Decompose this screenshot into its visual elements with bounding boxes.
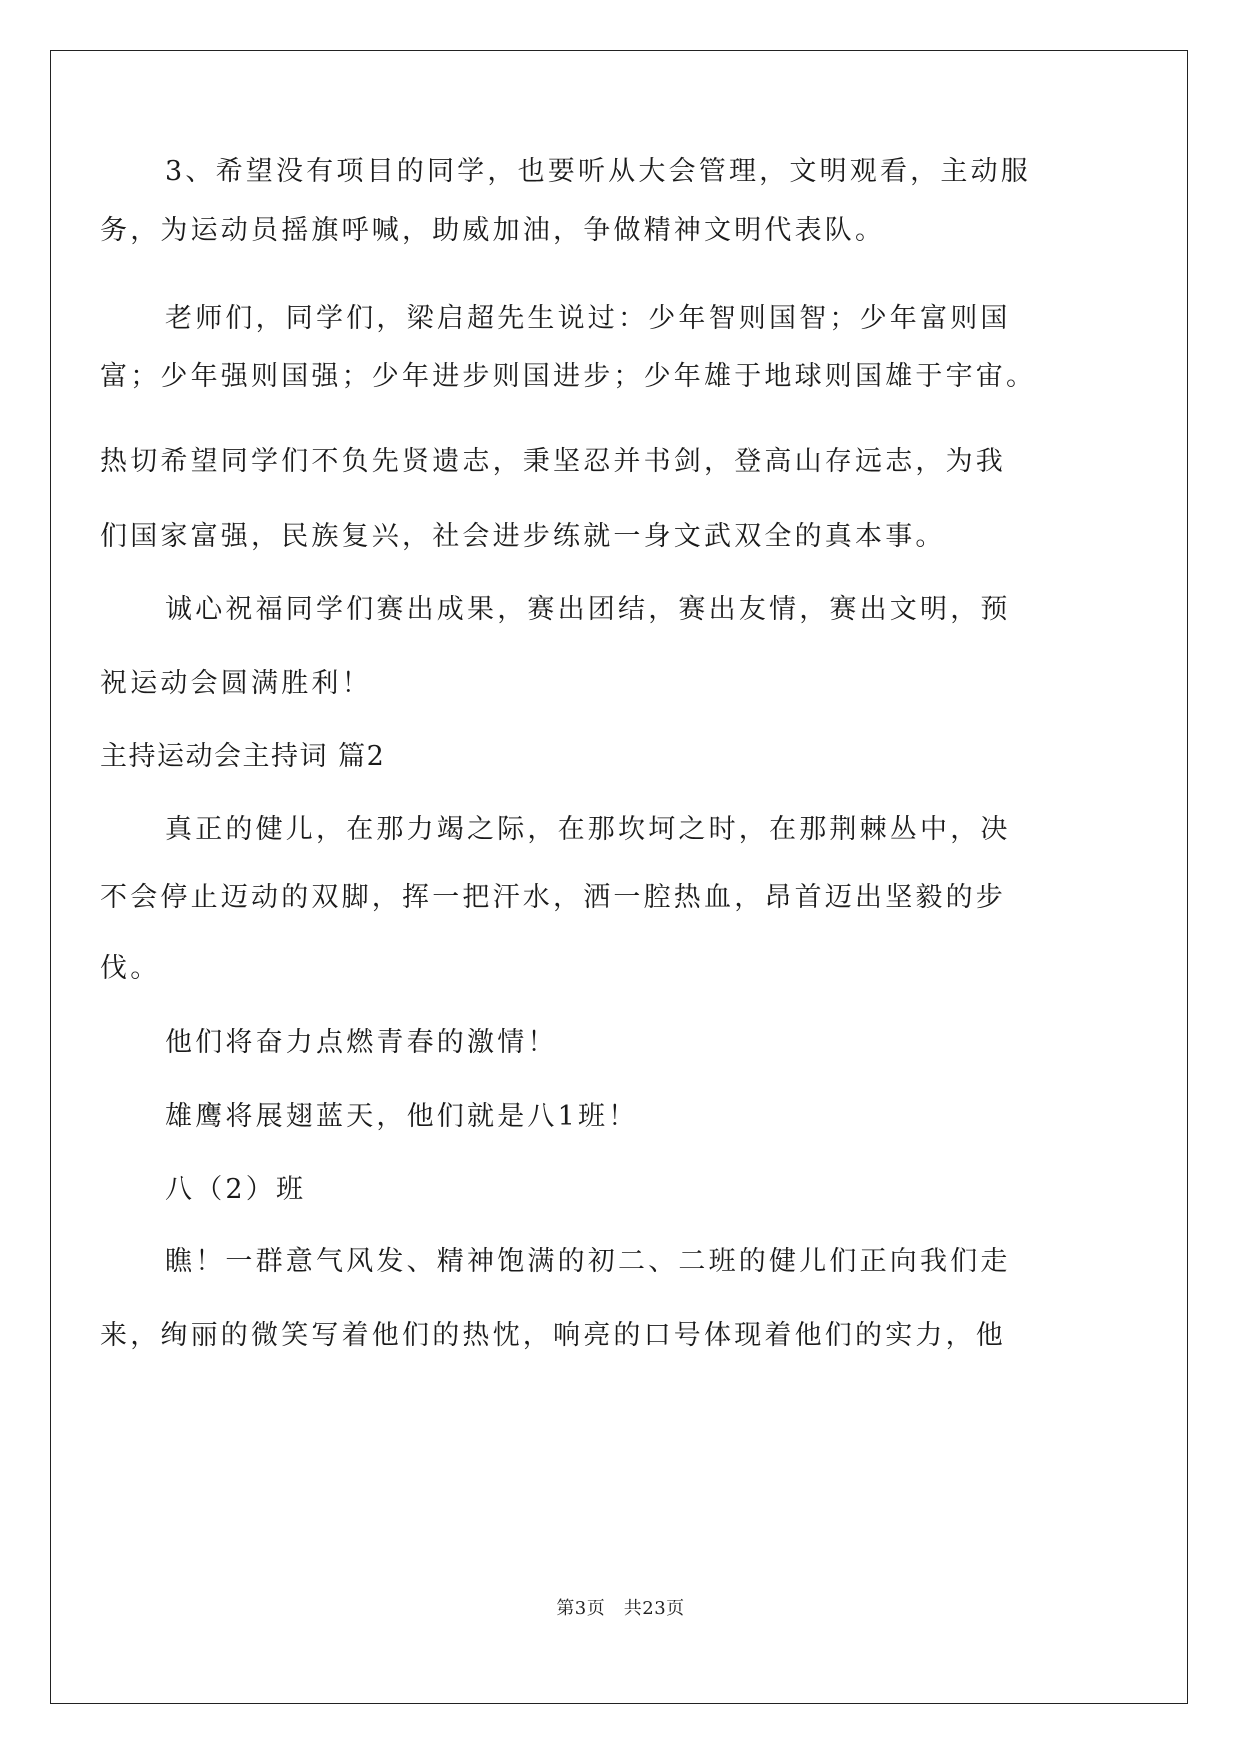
paragraph-line: 祝运动会圆满胜利！ [100,668,372,699]
paragraph-line: 真正的健儿，在那力竭之际，在那坎坷之时，在那荆棘丛中，决 [165,814,1011,845]
section-heading: 主持运动会主持词 篇2 [100,741,386,772]
paragraph-line: 务，为运动员摇旗呼喊，助威加油，争做精神文明代表队。 [100,215,886,246]
paragraph-line: 热切希望同学们不负先贤遗志，秉坚忍并书剑，登高山存远志，为我 [100,446,1006,477]
paragraph-line: 诚心祝福同学们赛出成果，赛出团结，赛出友情，赛出文明，预 [165,594,1011,625]
paragraph-line: 富；少年强则国强；少年进步则国进步；少年雄于地球则国雄于宇宙。 [100,361,1037,392]
paragraph-line: 来，绚丽的微笑写着他们的热忱，响亮的口号体现着他们的实力，他 [100,1320,1006,1351]
paragraph-line: 他们将奋力点燃青春的激情！ [165,1027,558,1058]
page-number: 第3页 共23页 [556,1598,685,1619]
paragraph-line: 八（2）班 [165,1174,307,1205]
paragraph-line: 不会停止迈动的双脚，挥一把汗水，洒一腔热血，昂首迈出坚毅的步 [100,882,1006,913]
paragraph-line: 雄鹰将展翅蓝天，他们就是八1班！ [165,1101,639,1132]
paragraph-line: 3、希望没有项目的同学，也要听从大会管理，文明观看，主动服 [165,156,1031,187]
paragraph-line: 伐。 [100,953,161,984]
paragraph-line: 瞧！一群意气风发、精神饱满的初二、二班的健儿们正向我们走 [165,1246,1011,1277]
paragraph-line: 们国家富强，民族复兴，社会进步练就一身文武双全的真本事。 [100,521,946,552]
paragraph-line: 老师们，同学们，梁启超先生说过：少年智则国智；少年富则国 [165,303,1011,334]
